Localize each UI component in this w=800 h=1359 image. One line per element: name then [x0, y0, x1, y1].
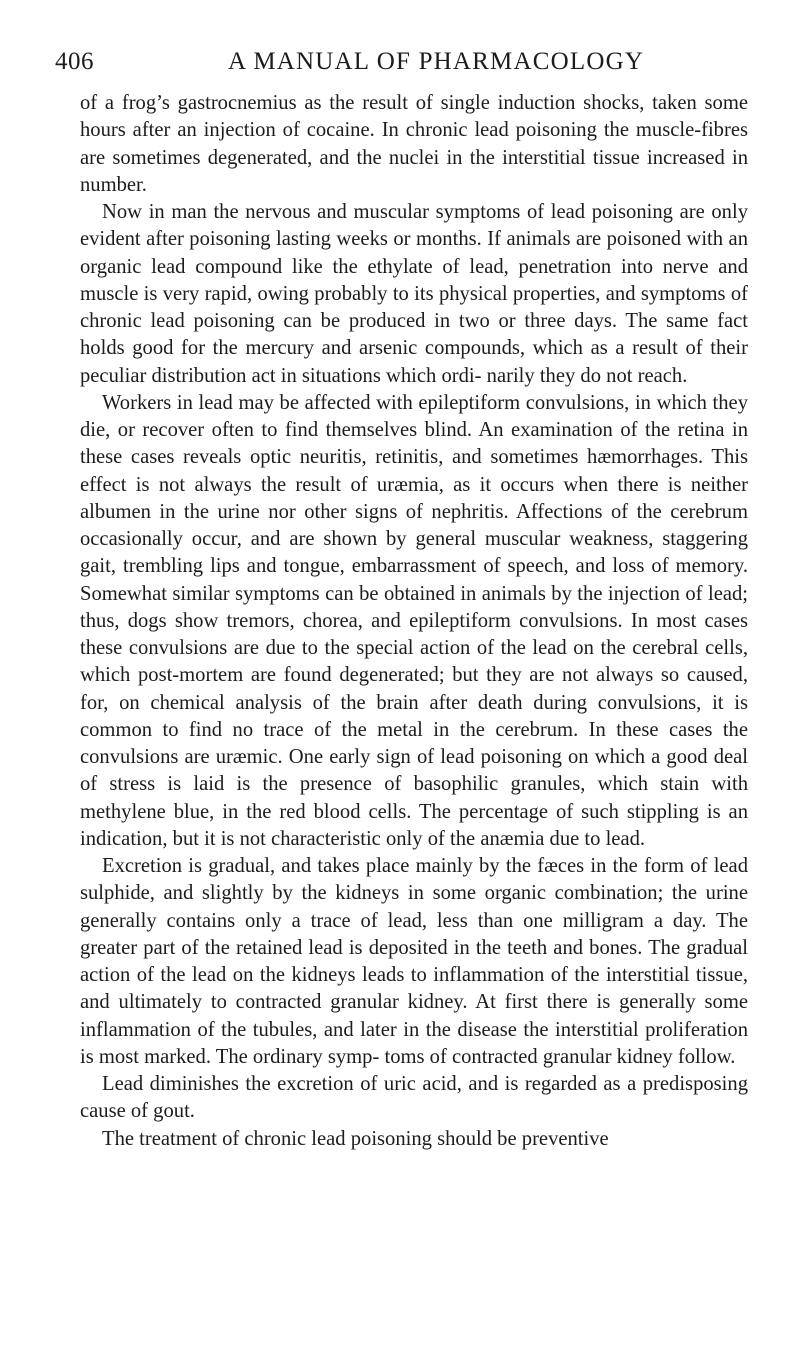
paragraph-excretion: Excretion is gradual, and takes place mainly by the fæces in the form of lead sulphide, and slightly by the kidneys in some organic combination; the urine generally contains only a trace of lead, less than one milligram a day. The greater part of the retained lead is deposited in the teeth and bones. The gradual action of the lead on the kidneys leads to inflammation of the interstitial tissue, and ultimately to contracted granular kidney. At first there is generally some inflammation of the tubules, and later in the disease the interstitial proliferation is most marked. The ordinary symp- toms of contracted granular kidney follow.: [80, 855, 748, 1068]
paragraph-workers-convulsions: Workers in lead may be affected with epileptiform convulsions, in which they die, or recover often to find themselves blind. An examination of the retina in these cases reveals optic neuritis, retinitis, and sometimes hæmorrhages. This effect is not always the result of uræmia, as it occurs when there is neither albumen in the urine nor other signs of nephritis. Affections of the cerebrum occasionally occur, and are shown by general muscular weakness, staggering gait, trembling lips and tongue, embarrassment of speech, and loss of memory. Somewhat similar symptoms can be obtained in animals by the injection of lead; thus, dogs show tremors, chorea, and epileptiform convulsions. In most cases these convulsions are due to the special action of the lead on the cerebral cells, which post-mortem are found degenerated; but they are not always so caused, for, on chemical analysis of the brain after death during convulsions, it is common to find no trace of the metal in the cerebrum. In these cases the convulsions are uræmic. One early sign of lead poisoning on which a good deal of stress is laid is the presence of basophilic granules, which stain with methylene blue, in the red blood cells. The percentage of such stippling is an indication, but it is not characteristic only of the anæmia due to lead.: [80, 391, 748, 850]
paragraph-treatment: The treatment of chronic lead poisoning should be preventive: [102, 1127, 609, 1150]
paragraph-nervous-symptoms: Now in man the nervous and muscular symptoms of lead poisoning are only evident after poisoning lasting weeks or months. If animals are poisoned with an organic lead compound like the ethylate of lead, penetration into nerve and muscle is very rapid, owing probably to its physical properties, and symptoms of chronic lead poisoning can be produced in two or three days. The same fact holds good for the mercury and arsenic compounds, which as a result of their peculiar distribution act in situations which ordi- narily they do not reach.: [80, 201, 748, 387]
page-number: 406: [55, 48, 94, 75]
paragraph-continued: of a frog’s gastrocnemius as the result of single induction shocks, taken some hours after an injection of cocaine. In chronic lead poisoning the muscle-fibres are sometimes degenerated, and the nuclei in the interstitial tissue increased in number.: [80, 92, 748, 196]
running-head: [55, 48, 747, 88]
paragraph-uric-acid: Lead diminishes the excretion of uric acid, and is regarded as a predisposing cause of gout.: [80, 1073, 748, 1123]
body-text: [80, 90, 748, 1153]
running-title: A MANUAL OF PHARMACOLOGY: [228, 48, 645, 75]
